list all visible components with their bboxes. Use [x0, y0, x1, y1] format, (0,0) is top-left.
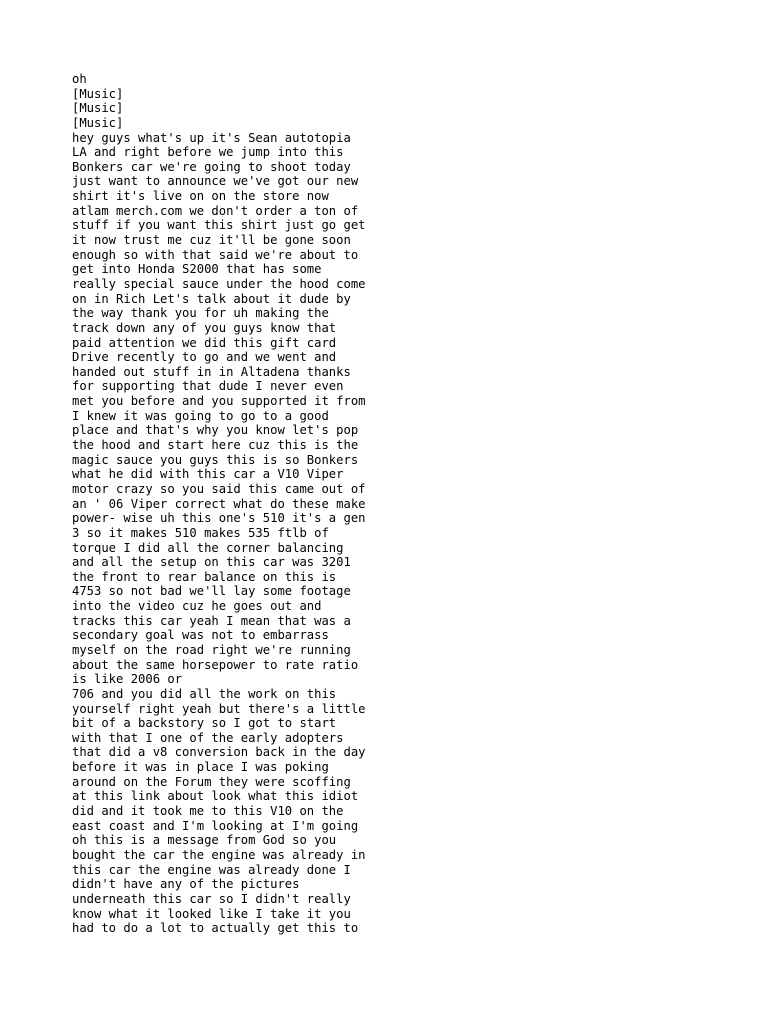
transcript-line: track down any of you guys know that	[72, 320, 337, 335]
transcript-line: for supporting that dude I never even	[72, 379, 344, 394]
transcript-line: magic sauce you guys this is so Bonkers	[72, 452, 359, 467]
transcript-line: place and that's why you know let's pop	[72, 423, 359, 438]
transcript-line: the hood and start here cuz this is the	[72, 438, 359, 453]
transcript-line: I knew it was going to go to a good	[72, 408, 329, 423]
transcript-line: LA and right before we jump into this	[72, 145, 344, 160]
transcript-line: know what it looked like I take it you	[72, 906, 351, 921]
transcript-line: enough so with that said we're about to	[72, 247, 359, 262]
transcript-line: east coast and I'm looking at I'm going	[72, 818, 359, 833]
transcript-line: about the same horsepower to rate ratio	[72, 657, 359, 672]
transcript-line: met you before and you supported it from	[72, 394, 366, 409]
transcript-line: atlam merch.com we don't order a ton of	[72, 203, 359, 218]
transcript-line: [Music]	[72, 115, 124, 130]
transcript-line: at this link about look what this idiot	[72, 789, 359, 804]
transcript-line: 4753 so not bad we'll lay some footage	[72, 584, 351, 599]
transcript-line: really special sauce under the hood come	[72, 276, 366, 291]
transcript-line: motor crazy so you said this came out of	[72, 481, 366, 496]
transcript-line: [Music]	[72, 101, 124, 116]
transcript-line: had to do a lot to actually get this to	[72, 921, 359, 936]
transcript-line: 3 so it makes 510 makes 535 ftlb of	[72, 525, 329, 540]
transcript-line: this car the engine was already done I	[72, 862, 351, 877]
transcript-line: into the video cuz he goes out and	[72, 599, 322, 614]
transcript-line: around on the Forum they were scoffing	[72, 774, 351, 789]
transcript-line: [Music]	[72, 86, 124, 101]
transcript-line: oh this is a message from God so you	[72, 833, 337, 848]
transcript-line: torque I did all the corner balancing	[72, 540, 344, 555]
transcript-line: with that I one of the early adopters	[72, 730, 344, 745]
transcript-line: power- wise uh this one's 510 it's a gen	[72, 511, 366, 526]
transcript-line: on in Rich Let's talk about it dude by	[72, 291, 351, 306]
transcript-line: tracks this car yeah I mean that was a	[72, 613, 351, 628]
transcript-line: and all the setup on this car was 3201	[72, 555, 351, 570]
transcript-line: yourself right yeah but there's a little	[72, 701, 366, 716]
transcript-line: before it was in place I was poking	[72, 760, 329, 775]
transcript-line: paid attention we did this gift card	[72, 335, 337, 350]
transcript-text	[72, 72, 712, 936]
transcript-line: didn't have any of the pictures	[72, 877, 300, 892]
transcript-line: just want to announce we've got our new	[72, 174, 359, 189]
transcript-line: handed out stuff in in Altadena thanks	[72, 364, 351, 379]
transcript-line: myself on the road right we're running	[72, 642, 351, 657]
transcript-line: bit of a backstory so I got to start	[72, 716, 337, 731]
transcript-line: Drive recently to go and we went and	[72, 350, 337, 365]
transcript-line: secondary goal was not to embarrass	[72, 628, 329, 643]
transcript-line: the way thank you for uh making the	[72, 306, 329, 321]
transcript-line: stuff if you want this shirt just go get	[72, 218, 366, 233]
transcript-line: underneath this car so I didn't really	[72, 891, 351, 906]
transcript-line: 706 and you did all the work on this	[72, 686, 337, 701]
transcript-line: what he did with this car a V10 Viper	[72, 467, 344, 482]
transcript-line: the front to rear balance on this is	[72, 569, 337, 584]
transcript-line: did and it took me to this V10 on the	[72, 804, 344, 819]
transcript-line: oh	[72, 72, 87, 86]
transcript-line: is like 2006 or	[72, 672, 183, 687]
transcript-line: bought the car the engine was already in	[72, 847, 366, 862]
transcript-line: shirt it's live on on the store now	[72, 189, 329, 204]
transcript-line: get into Honda S2000 that has some	[72, 262, 322, 277]
transcript-line: hey guys what's up it's Sean autotopia	[72, 130, 351, 145]
transcript-line: an ' 06 Viper correct what do these make	[72, 496, 366, 511]
transcript-line: it now trust me cuz it'll be gone soon	[72, 233, 351, 248]
transcript-line: that did a v8 conversion back in the day	[72, 745, 366, 760]
transcript-line: Bonkers car we're going to shoot today	[72, 159, 351, 174]
